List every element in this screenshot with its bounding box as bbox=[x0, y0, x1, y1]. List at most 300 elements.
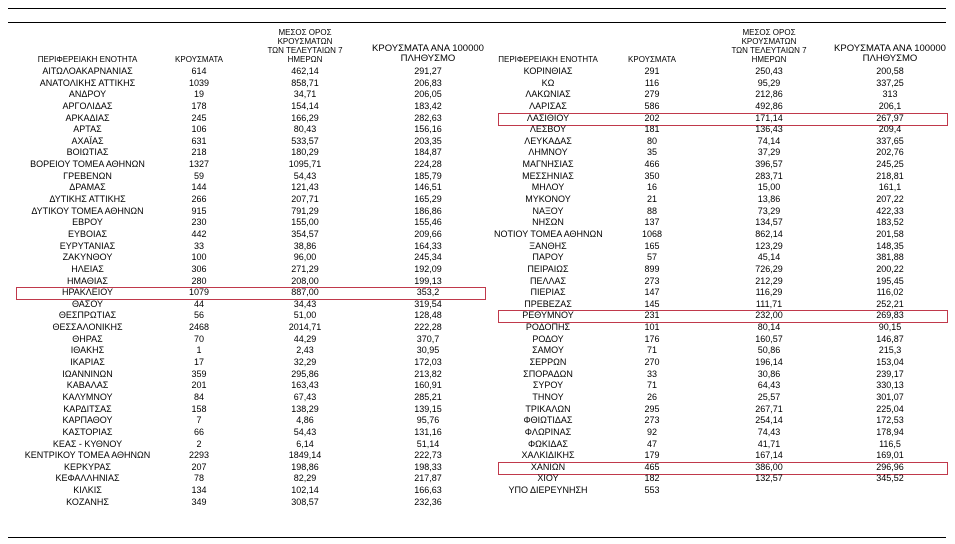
cell-cases: 71 bbox=[646, 345, 657, 356]
table-row bbox=[10, 497, 485, 509]
cell-avg7: 38,86 bbox=[293, 240, 317, 251]
cell-per100k: 155,46 bbox=[414, 217, 442, 228]
cell-avg7: 250,43 bbox=[755, 66, 783, 76]
cell-cases: 230 bbox=[191, 217, 207, 228]
cell-avg7: 283,71 bbox=[755, 170, 783, 181]
cell-region: ΜΗΛΟΥ bbox=[531, 182, 565, 193]
cell-avg7: 37,29 bbox=[757, 147, 781, 158]
table-row bbox=[10, 171, 485, 183]
cell-avg7: 2,43 bbox=[296, 345, 314, 356]
table-row bbox=[10, 299, 485, 311]
table-row bbox=[10, 241, 485, 253]
cell-cases: 466 bbox=[644, 159, 660, 170]
table-row bbox=[10, 357, 485, 369]
cell-region: ΚΟΡΙΝΘΙΑΣ bbox=[523, 66, 573, 76]
table-row bbox=[10, 252, 485, 264]
cell-avg7: 73,29 bbox=[757, 205, 781, 216]
cell-cases: 158 bbox=[191, 403, 207, 414]
cell-per100k: 337,65 bbox=[876, 135, 904, 146]
cell-cases: 245 bbox=[191, 112, 207, 123]
cell-avg7: 167,14 bbox=[755, 450, 783, 461]
header-per100k bbox=[368, 40, 488, 64]
header-avg7-line1: ΜΕΣΟΣ ΟΡΟΣ ΚΡΟΥΣΜΑΤΩΝ bbox=[277, 28, 333, 46]
table-row bbox=[494, 182, 950, 194]
cell-avg7: 295,86 bbox=[291, 368, 319, 379]
cell-per100k: 166,63 bbox=[414, 485, 442, 496]
table-row bbox=[494, 194, 950, 206]
cell-avg7: 121,43 bbox=[291, 182, 319, 193]
cell-avg7: 44,29 bbox=[293, 333, 317, 344]
cell-cases: 614 bbox=[191, 66, 207, 76]
cell-cases: 134 bbox=[191, 485, 207, 496]
cell-avg7: 111,71 bbox=[755, 298, 783, 309]
cell-per100k: 370,7 bbox=[416, 333, 440, 344]
cell-cases: 176 bbox=[644, 333, 660, 344]
table-row bbox=[10, 473, 485, 485]
table-row bbox=[10, 182, 485, 194]
cell-per100k: 225,04 bbox=[876, 403, 904, 414]
table-row bbox=[10, 345, 485, 357]
cell-avg7: 82,29 bbox=[293, 473, 317, 484]
cell-avg7: 207,71 bbox=[291, 194, 319, 205]
cell-cases: 165 bbox=[644, 240, 660, 251]
cell-cases: 101 bbox=[644, 322, 660, 333]
cell-per100k: 203,35 bbox=[414, 135, 442, 146]
cell-per100k: 345,52 bbox=[876, 473, 904, 484]
cell-cases: 1039 bbox=[188, 77, 210, 88]
cell-per100k: 422,33 bbox=[876, 205, 904, 216]
cell-region: ΙΘΑΚΗΣ bbox=[70, 345, 105, 356]
cell-region: ΒΟΙΩΤΙΑΣ bbox=[66, 147, 109, 158]
cell-region: ΓΡΕΒΕΝΩΝ bbox=[63, 170, 112, 181]
cell-cases: 442 bbox=[191, 228, 207, 239]
cell-avg7: 196,14 bbox=[755, 357, 783, 368]
table-row bbox=[494, 322, 950, 334]
cell-cases: 218 bbox=[191, 147, 207, 158]
cell-per100k: 245,25 bbox=[876, 159, 904, 170]
cell-cases: 84 bbox=[193, 391, 204, 402]
cell-region: ΤΗΝΟΥ bbox=[532, 391, 564, 402]
cell-region: ΚΕΡΚΥΡΑΣ bbox=[64, 461, 111, 472]
cell-region: ΔΥΤΙΚΗΣ ΑΤΤΙΚΗΣ bbox=[49, 194, 126, 205]
cell-region: ΚΑΣΤΟΡΙΑΣ bbox=[62, 426, 113, 437]
cell-region: ΘΕΣΠΡΩΤΙΑΣ bbox=[58, 310, 117, 321]
cell-avg7: 74,14 bbox=[757, 135, 781, 146]
table-row bbox=[494, 264, 950, 276]
cell-cases: 78 bbox=[193, 473, 204, 484]
table-row bbox=[10, 427, 485, 439]
cell-avg7: 45,14 bbox=[757, 252, 781, 263]
cell-cases: 349 bbox=[191, 496, 207, 507]
table-row bbox=[10, 310, 485, 322]
cell-cases: 350 bbox=[644, 170, 660, 181]
table-row bbox=[494, 78, 950, 90]
cell-avg7: 271,29 bbox=[291, 263, 319, 274]
cell-cases: 1327 bbox=[188, 159, 210, 170]
cell-per100k: 198,33 bbox=[414, 461, 442, 472]
cell-region: ΚΕΦΑΛΛΗΝΙΑΣ bbox=[55, 473, 120, 484]
table-row bbox=[10, 462, 485, 474]
table-row bbox=[494, 89, 950, 101]
table-row bbox=[494, 357, 950, 369]
cell-per100k: 164,33 bbox=[414, 240, 442, 251]
cell-avg7: 54,43 bbox=[293, 426, 317, 437]
table-row bbox=[10, 194, 485, 206]
table-row bbox=[10, 439, 485, 451]
header-per100k-line1: ΚΡΟΥΣΜΑΤΑ ΑΝΑ 100000 bbox=[372, 43, 484, 54]
cell-region: ΝΑΞΟΥ bbox=[532, 205, 564, 216]
cell-avg7: 533,57 bbox=[291, 135, 319, 146]
table-row bbox=[494, 147, 950, 159]
cell-region: ΚΙΛΚΙΣ bbox=[73, 485, 102, 496]
table-row bbox=[494, 66, 950, 78]
cell-region: ΚΕΑΣ - ΚΥΘΝΟΥ bbox=[52, 438, 123, 449]
cell-cases: 70 bbox=[193, 333, 204, 344]
cell-cases: 201 bbox=[191, 380, 207, 391]
cell-region: ΑΙΤΩΛΟΑΚΑΡΝΑΝΙΑΣ bbox=[42, 66, 133, 76]
cell-region: ΛΕΣΒΟΥ bbox=[529, 124, 567, 135]
left-rows bbox=[10, 66, 485, 508]
cell-region: ΕΥΒΟΙΑΣ bbox=[67, 228, 108, 239]
cell-cases: 145 bbox=[644, 298, 660, 309]
cell-region: ΚΑΡΠΑΘΟΥ bbox=[62, 415, 113, 426]
cell-region: ΘΑΣΟΥ bbox=[71, 298, 104, 309]
cell-avg7: 198,86 bbox=[291, 461, 319, 472]
header-per100k-line2: ΠΛΗΘΥΣΜΟ bbox=[862, 53, 918, 64]
cell-region: ΣΠΟΡΑΔΩΝ bbox=[523, 368, 573, 379]
cell-region: ΗΜΑΘΙΑΣ bbox=[67, 275, 108, 286]
cell-region: ΧΙΟΥ bbox=[537, 473, 559, 484]
table-row bbox=[494, 101, 950, 113]
cell-avg7: 123,29 bbox=[755, 240, 783, 251]
cell-cases: 106 bbox=[191, 124, 207, 135]
cell-per100k: 183,52 bbox=[876, 217, 904, 228]
cell-region: ΑΝΑΤΟΛΙΚΗΣ ΑΤΤΙΚΗΣ bbox=[39, 77, 136, 88]
cell-per100k: 353,2 bbox=[416, 287, 440, 298]
cell-cases: 899 bbox=[644, 263, 660, 274]
cell-per100k: 269,83 bbox=[876, 310, 904, 321]
header-avg7-line2: ΤΩΝ ΤΕΛΕΥΤΑΙΩΝ 7 ΗΜΕΡΩΝ bbox=[267, 46, 343, 64]
cell-per100k: 239,17 bbox=[876, 368, 904, 379]
cell-per100k: 146,51 bbox=[414, 182, 442, 193]
header-per100k-line1: ΚΡΟΥΣΜΑΤΑ ΑΝΑ 100000 bbox=[834, 43, 946, 54]
cell-cases: 207 bbox=[191, 461, 207, 472]
cell-region: ΗΛΕΙΑΣ bbox=[71, 263, 104, 274]
cell-region: ΙΚΑΡΙΑΣ bbox=[70, 357, 105, 368]
table-row bbox=[494, 369, 950, 381]
table-row bbox=[494, 450, 950, 462]
cell-per100k: 291,27 bbox=[414, 66, 442, 76]
cell-cases: 1068 bbox=[641, 228, 663, 239]
cell-region: ΦΛΩΡΙΝΑΣ bbox=[524, 426, 572, 437]
cell-per100k: 313 bbox=[882, 89, 898, 100]
cell-avg7: 116,29 bbox=[755, 287, 783, 298]
table-row bbox=[10, 229, 485, 241]
cell-per100k: 30,95 bbox=[416, 345, 440, 356]
cell-avg7: 2014,71 bbox=[288, 322, 322, 333]
table-row bbox=[10, 206, 485, 218]
cell-avg7: 492,86 bbox=[755, 100, 783, 111]
header-per100k bbox=[830, 40, 950, 64]
table-row bbox=[10, 159, 485, 171]
cell-cases: 181 bbox=[644, 124, 660, 135]
header-region: ΠΕΡΙΦΕΡΕΙΑΚΗ ΕΝΟΤΗΤΑ bbox=[37, 55, 138, 64]
cell-cases: 47 bbox=[646, 438, 657, 449]
cell-per100k: 222,73 bbox=[414, 450, 442, 461]
cell-per100k: 148,35 bbox=[876, 240, 904, 251]
cell-region: ΕΒΡΟΥ bbox=[72, 217, 103, 228]
table-row bbox=[494, 113, 950, 125]
cell-avg7: 50,86 bbox=[757, 345, 781, 356]
top-rule-2 bbox=[8, 22, 946, 23]
table-row bbox=[494, 136, 950, 148]
cell-avg7: 25,57 bbox=[757, 391, 781, 402]
cell-cases: 915 bbox=[191, 205, 207, 216]
table-row bbox=[10, 404, 485, 416]
cell-per100k: 169,01 bbox=[876, 450, 904, 461]
cell-avg7: 4,86 bbox=[296, 415, 314, 426]
top-rule-1 bbox=[8, 8, 946, 9]
cell-region: ΝΟΤΙΟΥ ΤΟΜΕΑ ΑΘΗΝΩΝ bbox=[494, 228, 603, 239]
cell-avg7: 354,57 bbox=[291, 228, 319, 239]
header-avg7 bbox=[714, 28, 824, 64]
table-row bbox=[10, 113, 485, 125]
cell-region: ΦΘΙΩΤΙΔΑΣ bbox=[523, 415, 573, 426]
cell-avg7: 726,29 bbox=[755, 263, 783, 274]
cell-region: ΖΑΚΥΝΘΟΥ bbox=[62, 252, 113, 263]
cell-avg7: 386,00 bbox=[755, 461, 783, 472]
cell-per100k: 222,28 bbox=[414, 322, 442, 333]
table-row bbox=[10, 450, 485, 462]
table-row bbox=[494, 276, 950, 288]
table-row bbox=[494, 427, 950, 439]
cell-region: ΚΩ bbox=[541, 77, 555, 88]
header-region: ΠΕΡΙΦΕΡΕΙΑΚΗ ΕΝΟΤΗΤΑ bbox=[498, 55, 598, 64]
cell-cases: 21 bbox=[646, 194, 657, 205]
table-row bbox=[10, 369, 485, 381]
cell-avg7: 34,71 bbox=[293, 89, 317, 100]
cell-cases: 306 bbox=[191, 263, 207, 274]
table-row bbox=[10, 124, 485, 136]
cell-region: ΣΕΡΡΩΝ bbox=[529, 357, 567, 368]
cell-region: ΥΠΟ ΔΙΕΡΕΥΝΗΣΗ bbox=[508, 485, 588, 496]
table-row bbox=[10, 334, 485, 346]
cell-cases: 586 bbox=[644, 100, 660, 111]
table-row bbox=[10, 276, 485, 288]
table-row bbox=[494, 415, 950, 427]
table-row bbox=[494, 299, 950, 311]
cell-per100k: 139,15 bbox=[414, 403, 442, 414]
cell-cases: 92 bbox=[646, 426, 657, 437]
cell-per100k: 161,1 bbox=[878, 182, 902, 193]
table-row bbox=[10, 392, 485, 404]
cell-cases: 266 bbox=[191, 194, 207, 205]
cell-cases: 57 bbox=[646, 252, 657, 263]
cell-region: ΑΧΑΪΑΣ bbox=[71, 135, 104, 146]
cell-avg7: 95,29 bbox=[757, 77, 781, 88]
cell-avg7: 208,00 bbox=[291, 275, 319, 286]
cell-avg7: 887,00 bbox=[291, 287, 319, 298]
cell-region: ΧΑΛΚΙΔΙΚΗΣ bbox=[521, 450, 575, 461]
cell-cases: 273 bbox=[644, 275, 660, 286]
cell-per100k: 207,22 bbox=[876, 194, 904, 205]
cell-per100k: 206,83 bbox=[414, 77, 442, 88]
table-row bbox=[494, 334, 950, 346]
cell-avg7: 171,14 bbox=[755, 112, 783, 123]
cell-per100k: 381,88 bbox=[876, 252, 904, 263]
cell-per100k: 337,25 bbox=[876, 77, 904, 88]
cell-per100k: 200,22 bbox=[876, 263, 904, 274]
cell-region: ΚΕΝΤΡΙΚΟΥ ΤΟΜΕΑ ΑΘΗΝΩΝ bbox=[24, 450, 151, 461]
cell-cases: 88 bbox=[646, 205, 657, 216]
cell-avg7: 858,71 bbox=[291, 77, 319, 88]
cell-per100k: 245,34 bbox=[414, 252, 442, 263]
cell-per100k: 186,86 bbox=[414, 205, 442, 216]
cell-cases: 631 bbox=[191, 135, 207, 146]
table-row bbox=[494, 473, 950, 485]
cell-per100k: 201,58 bbox=[876, 228, 904, 239]
cell-per100k: 209,4 bbox=[878, 124, 902, 135]
table-row bbox=[10, 217, 485, 229]
cell-region: ΠΑΡΟΥ bbox=[532, 252, 564, 263]
cell-cases: 182 bbox=[644, 473, 660, 484]
cell-avg7: 15,00 bbox=[757, 182, 781, 193]
header-cases: ΚΡΟΥΣΜΑΤΑ bbox=[175, 55, 223, 64]
table-row bbox=[494, 392, 950, 404]
cell-region: ΦΩΚΙΔΑΣ bbox=[528, 438, 568, 449]
cell-cases: 279 bbox=[644, 89, 660, 100]
cell-region: ΑΝΔΡΟΥ bbox=[68, 89, 107, 100]
cell-cases: 100 bbox=[191, 252, 207, 263]
cell-cases: 66 bbox=[193, 426, 204, 437]
cell-avg7: 30,86 bbox=[757, 368, 781, 379]
cell-avg7: 132,57 bbox=[755, 473, 783, 484]
cell-region: ΚΟΖΑΝΗΣ bbox=[66, 496, 109, 507]
cell-region: ΛΑΡΙΣΑΣ bbox=[529, 100, 567, 111]
cell-avg7: 862,14 bbox=[755, 228, 783, 239]
cell-region: ΛΑΣΙΘΙΟΥ bbox=[526, 112, 570, 123]
cell-avg7: 1095,71 bbox=[288, 159, 322, 170]
cell-cases: 2 bbox=[196, 438, 202, 449]
cell-per100k: 192,09 bbox=[414, 263, 442, 274]
cell-region: ΝΗΣΩΝ bbox=[532, 217, 564, 228]
cell-region: ΜΥΚΟΝΟΥ bbox=[525, 194, 571, 205]
cell-avg7: 134,57 bbox=[755, 217, 783, 228]
cell-per100k: 195,45 bbox=[876, 275, 904, 286]
cell-region: ΜΑΓΝΗΣΙΑΣ bbox=[522, 159, 574, 170]
cell-per100k: 252,21 bbox=[876, 298, 904, 309]
cell-per100k: 224,28 bbox=[414, 159, 442, 170]
cell-avg7: 462,14 bbox=[291, 66, 319, 76]
table-row bbox=[494, 287, 950, 299]
table-row bbox=[494, 229, 950, 241]
cell-cases: 2293 bbox=[188, 450, 210, 461]
table-row bbox=[494, 206, 950, 218]
cell-region: ΑΡΓΟΛΙΔΑΣ bbox=[62, 100, 113, 111]
cell-cases: 553 bbox=[644, 485, 660, 496]
cell-avg7: 1849,14 bbox=[288, 450, 322, 461]
cell-cases: 1 bbox=[196, 345, 202, 356]
cell-avg7: 51,00 bbox=[293, 310, 317, 321]
cell-region: ΚΑΡΔΙΤΣΑΣ bbox=[63, 403, 112, 414]
cell-per100k: 146,87 bbox=[876, 333, 904, 344]
cell-per100k: 301,07 bbox=[876, 391, 904, 402]
cell-region: ΒΟΡΕΙΟΥ ΤΟΜΕΑ ΑΘΗΝΩΝ bbox=[30, 159, 145, 170]
table-row bbox=[10, 147, 485, 159]
cell-per100k: 319,54 bbox=[414, 298, 442, 309]
cell-cases: 80 bbox=[646, 135, 657, 146]
cell-avg7: 154,14 bbox=[291, 100, 319, 111]
table-row bbox=[10, 136, 485, 148]
cell-per100k: 202,76 bbox=[876, 147, 904, 158]
cell-per100k: 51,14 bbox=[416, 438, 440, 449]
cell-cases: 359 bbox=[191, 368, 207, 379]
table-row bbox=[10, 264, 485, 276]
cell-avg7: 80,14 bbox=[757, 322, 781, 333]
cell-per100k: 296,96 bbox=[876, 461, 904, 472]
cell-cases: 295 bbox=[644, 403, 660, 414]
table-row bbox=[494, 124, 950, 136]
cell-region: ΚΑΛΥΜΝΟΥ bbox=[62, 391, 113, 402]
cell-cases: 33 bbox=[646, 368, 657, 379]
table-row bbox=[494, 171, 950, 183]
table-row bbox=[494, 159, 950, 171]
cell-avg7: 54,43 bbox=[293, 170, 317, 181]
cell-per100k: 185,79 bbox=[414, 170, 442, 181]
cell-per100k: 218,81 bbox=[876, 170, 904, 181]
cell-region: ΙΩΑΝΝΙΝΩΝ bbox=[62, 368, 113, 379]
cell-region: ΑΡΤΑΣ bbox=[73, 124, 102, 135]
cell-avg7: 160,57 bbox=[755, 333, 783, 344]
cell-per100k: 267,97 bbox=[876, 112, 904, 123]
cell-cases: 202 bbox=[644, 112, 660, 123]
cell-per100k: 172,03 bbox=[414, 357, 442, 368]
cell-avg7: 6,14 bbox=[296, 438, 314, 449]
table-row bbox=[10, 322, 485, 334]
table-row bbox=[494, 252, 950, 264]
cell-avg7: 102,14 bbox=[291, 485, 319, 496]
cell-region: ΑΡΚΑΔΙΑΣ bbox=[65, 112, 110, 123]
cell-region: ΔΡΑΜΑΣ bbox=[69, 182, 106, 193]
cell-cases: 16 bbox=[646, 182, 657, 193]
right-rows bbox=[494, 66, 950, 497]
cell-per100k: 232,36 bbox=[414, 496, 442, 507]
cell-cases: 17 bbox=[193, 357, 204, 368]
cell-avg7: 64,43 bbox=[757, 380, 781, 391]
cell-avg7: 180,29 bbox=[291, 147, 319, 158]
cell-per100k: 183,42 bbox=[414, 100, 442, 111]
cell-per100k: 128,48 bbox=[414, 310, 442, 321]
table-row bbox=[10, 89, 485, 101]
table-row bbox=[10, 287, 485, 299]
cell-region: ΞΑΝΘΗΣ bbox=[529, 240, 567, 251]
cell-region: ΘΗΡΑΣ bbox=[72, 333, 103, 344]
cell-cases: 33 bbox=[193, 240, 204, 251]
cell-per100k: 209,66 bbox=[414, 228, 442, 239]
cell-region: ΠΙΕΡΙΑΣ bbox=[530, 287, 566, 298]
cell-per100k: 184,87 bbox=[414, 147, 442, 158]
cell-avg7: 212,29 bbox=[755, 275, 783, 286]
cell-cases: 270 bbox=[644, 357, 660, 368]
cell-region: ΕΥΡΥΤΑΝΙΑΣ bbox=[59, 240, 116, 251]
cell-cases: 35 bbox=[646, 147, 657, 158]
cell-per100k: 200,58 bbox=[876, 66, 904, 76]
cell-region: ΣΑΜΟΥ bbox=[532, 345, 564, 356]
cell-per100k: 90,15 bbox=[878, 322, 902, 333]
cell-per100k: 206,05 bbox=[414, 89, 442, 100]
cell-per100k: 282,63 bbox=[414, 112, 442, 123]
cell-cases: 19 bbox=[193, 89, 204, 100]
